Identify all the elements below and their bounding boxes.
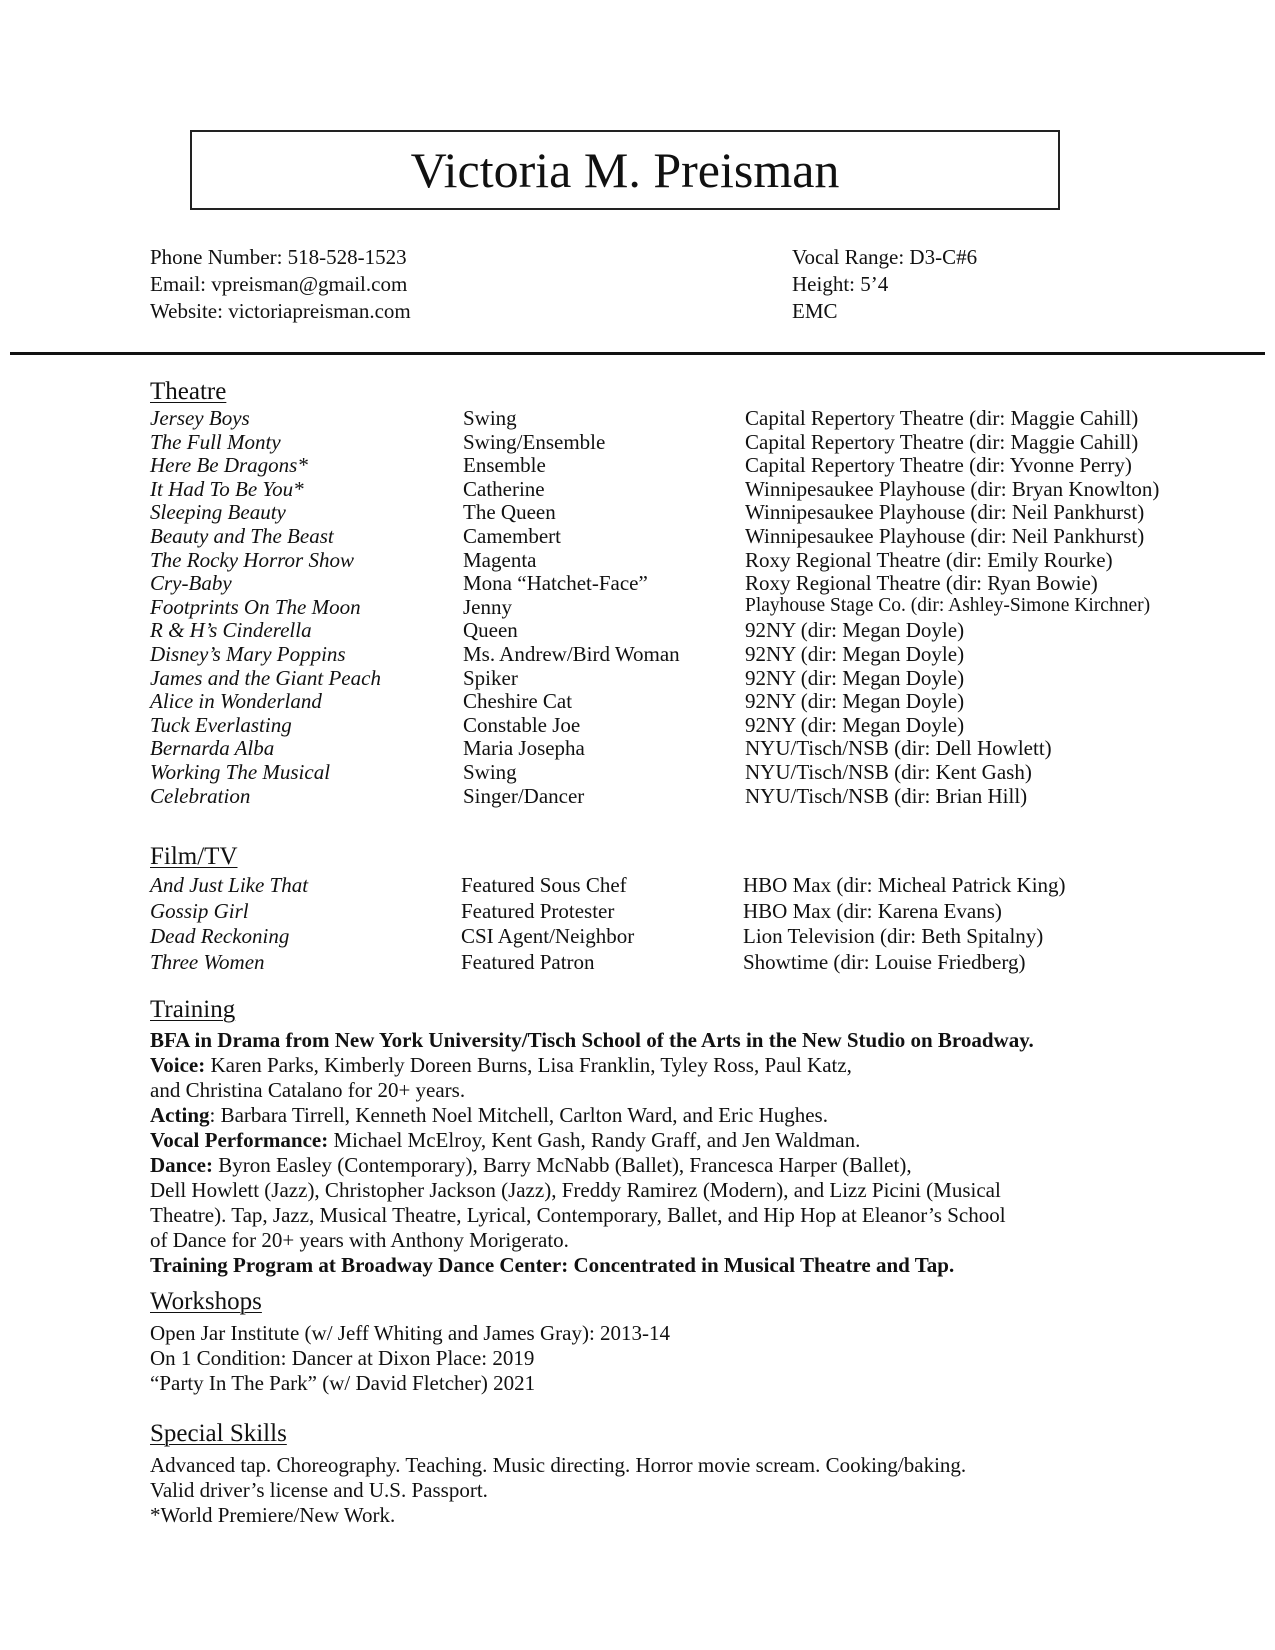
special-skills-list (150, 1453, 966, 1528)
voice-teachers-cont: and Christina Catalano for 20+ years. (150, 1078, 466, 1102)
credit-title: Bernarda Alba (150, 736, 275, 761)
workshops-list (150, 1321, 670, 1396)
skills-line: *World Premiere/New Work. (150, 1503, 396, 1527)
skills-line: Advanced tap. Choreography. Teaching. Music directing. Horror movie scream. Cooking/baking. (150, 1453, 967, 1477)
credit-title: Footprints On The Moon (150, 594, 361, 619)
credit-title: It Had To Be You* (150, 476, 304, 501)
training-heading: Training (150, 996, 236, 1023)
website: Website: victoriapreisman.com (150, 299, 411, 323)
credit-role: Featured Sous Chef (461, 873, 627, 897)
workshops-heading: Workshops (150, 1288, 262, 1315)
name-header-box (190, 130, 1060, 210)
credit-venue: Winnipesaukee Playhouse (dir: Bryan Knowlton) (745, 476, 1160, 501)
credit-venue: HBO Max (dir: Karena Evans) (743, 898, 1002, 923)
credit-role: Swing (463, 406, 517, 430)
dance-teachers-cont: Dell Howlett (Jazz), Christopher Jackson (Jazz), Freddy Ramirez (Modern), and Lizz Picini (Musical (150, 1178, 1001, 1202)
credit-title: Celebration (150, 783, 251, 808)
bfa-degree: BFA in Drama from New York University/Tisch School of the Arts in the New Studio on Broadway. (150, 1028, 1034, 1052)
credit-role: The Queen (463, 500, 556, 525)
credit-role: Featured Patron (461, 949, 595, 974)
credit-title: And Just Like That (150, 873, 309, 897)
vocal-range: Vocal Range: D3-C#6 (792, 245, 978, 269)
credit-venue: Winnipesaukee Playhouse (dir: Neil Pankhurst) (745, 523, 1145, 548)
credit-title: Here Be Dragons* (150, 453, 308, 478)
credit-role: Featured Protester (461, 898, 615, 923)
voice-teachers: Karen Parks, Kimberly Doreen Burns, Lisa Franklin, Tyley Ross, Paul Katz, (205, 1053, 852, 1077)
credit-title: Gossip Girl (150, 898, 249, 923)
special-skills-heading: Special Skills (150, 1420, 287, 1447)
credit-role: Catherine (463, 476, 545, 501)
credit-title: Sleeping Beauty (150, 500, 286, 525)
skills-line: Valid driver’s license and U.S. Passport. (150, 1478, 488, 1502)
workshop-item: On 1 Condition: Dancer at Dixon Place: 2019 (150, 1346, 535, 1370)
resume-name: Victoria M. Preisman (410, 142, 840, 198)
credit-venue: Capital Repertory Theatre (dir: Yvonne Perry) (745, 453, 1132, 478)
credit-venue: NYU/Tisch/NSB (dir: Dell Howlett) (745, 736, 1052, 761)
credit-role: Cheshire Cat (463, 689, 573, 714)
credit-title: The Full Monty (150, 429, 281, 454)
credit-venue: 92NY (dir: Megan Doyle) (745, 665, 965, 690)
credit-title: Jersey Boys (150, 406, 250, 430)
credit-venue: 92NY (dir: Megan Doyle) (745, 641, 965, 666)
credit-role: Mona “Hatchet-Face” (463, 571, 648, 596)
credit-role: Swing (463, 759, 517, 784)
dance-teachers-cont: of Dance for 20+ years with Anthony Morigerato. (150, 1228, 569, 1252)
credit-title: R & H’s Cinderella (150, 618, 312, 643)
credit-venue: Capital Repertory Theatre (dir: Maggie Cahill) (745, 406, 1139, 430)
credit-role: Swing/Ensemble (463, 429, 606, 454)
credit-title: The Rocky Horror Show (150, 547, 354, 572)
credit-role: Ms. Andrew/Bird Woman (463, 641, 680, 666)
credit-venue: Roxy Regional Theatre (dir: Emily Rourke) (745, 547, 1113, 572)
credit-title: Three Women (150, 949, 265, 974)
credit-venue: 92NY (dir: Megan Doyle) (745, 712, 965, 737)
acting-teachers: : Barbara Tirrell, Kenneth Noel Mitchell, Carlton Ward, and Eric Hughes. (209, 1103, 828, 1127)
voice-label: Voice: (150, 1053, 206, 1077)
film-tv-heading: Film/TV (150, 843, 238, 870)
credit-venue: Lion Television (dir: Beth Spitalny) (743, 924, 1044, 948)
contact-info (150, 244, 411, 325)
credit-venue: Capital Repertory Theatre (dir: Maggie Cahill) (745, 429, 1139, 454)
theatre-heading: Theatre (150, 378, 227, 405)
credit-role: Magenta (463, 547, 537, 572)
vocal-performance-label: Vocal Performance: (150, 1128, 329, 1152)
stats-info (792, 244, 977, 325)
credit-venue: NYU/Tisch/NSB (dir: Kent Gash) (745, 759, 1032, 784)
credit-role: Spiker (463, 665, 518, 690)
credit-title: Disney’s Mary Poppins (150, 641, 346, 666)
credit-title: Alice in Wonderland (150, 689, 322, 714)
dance-label: Dance: (150, 1153, 213, 1177)
acting-label: Acting (150, 1103, 210, 1127)
credit-venue: Showtime (dir: Louise Friedberg) (743, 949, 1026, 974)
credit-title: Beauty and The Beast (150, 523, 334, 548)
workshop-item: “Party In The Park” (w/ David Fletcher) 2021 (150, 1371, 536, 1395)
credit-title: Working The Musical (150, 759, 331, 784)
credit-role: Jenny (463, 594, 512, 619)
header-divider (10, 352, 1265, 355)
credit-title: Cry-Baby (150, 571, 232, 596)
credit-role: Maria Josepha (463, 736, 585, 761)
credit-venue: HBO Max (dir: Micheal Patrick King) (743, 873, 1066, 897)
credit-venue: Roxy Regional Theatre (dir: Ryan Bowie) (745, 571, 1098, 596)
credit-role: Constable Joe (463, 712, 581, 737)
credit-title: Tuck Everlasting (150, 712, 292, 737)
credit-title: Dead Reckoning (150, 924, 290, 948)
union-status: EMC (792, 299, 838, 323)
credit-venue: 92NY (dir: Megan Doyle) (745, 618, 965, 643)
email: Email: vpreisman@gmail.com (150, 272, 408, 296)
credit-role: CSI Agent/Neighbor (461, 924, 635, 948)
credit-role: Queen (463, 618, 518, 643)
credit-venue: Playhouse Stage Co. (dir: Ashley-Simone Kirchner) (745, 594, 1151, 616)
credit-venue: Winnipesaukee Playhouse (dir: Neil Pankhurst) (745, 500, 1145, 525)
height: Height: 5’4 (792, 272, 889, 296)
credit-role: Ensemble (463, 453, 546, 478)
credit-role: Singer/Dancer (463, 783, 585, 808)
credit-role: Camembert (463, 523, 561, 548)
credit-title: James and the Giant Peach (150, 665, 381, 690)
phone-number: Phone Number: 518-528-1523 (150, 245, 407, 269)
credit-venue: NYU/Tisch/NSB (dir: Brian Hill) (745, 783, 1028, 808)
vocal-performance-teachers: Michael McElroy, Kent Gash, Randy Graff, and Jen Waldman. (328, 1128, 861, 1152)
workshop-item: Open Jar Institute (w/ Jeff Whiting and James Gray): 2013-14 (150, 1321, 671, 1345)
bdc-training: Training Program at Broadway Dance Center: Concentrated in Musical Theatre and Tap. (150, 1253, 955, 1277)
dance-teachers: Byron Easley (Contemporary), Barry McNabb (Ballet), Francesca Harper (Ballet), (212, 1153, 912, 1177)
training-details (150, 1028, 1034, 1278)
dance-teachers-cont: Theatre). Tap, Jazz, Musical Theatre, Lyrical, Contemporary, Ballet, and Hip Hop at Eleanor’s School (150, 1203, 1006, 1227)
credit-venue: 92NY (dir: Megan Doyle) (745, 689, 965, 714)
